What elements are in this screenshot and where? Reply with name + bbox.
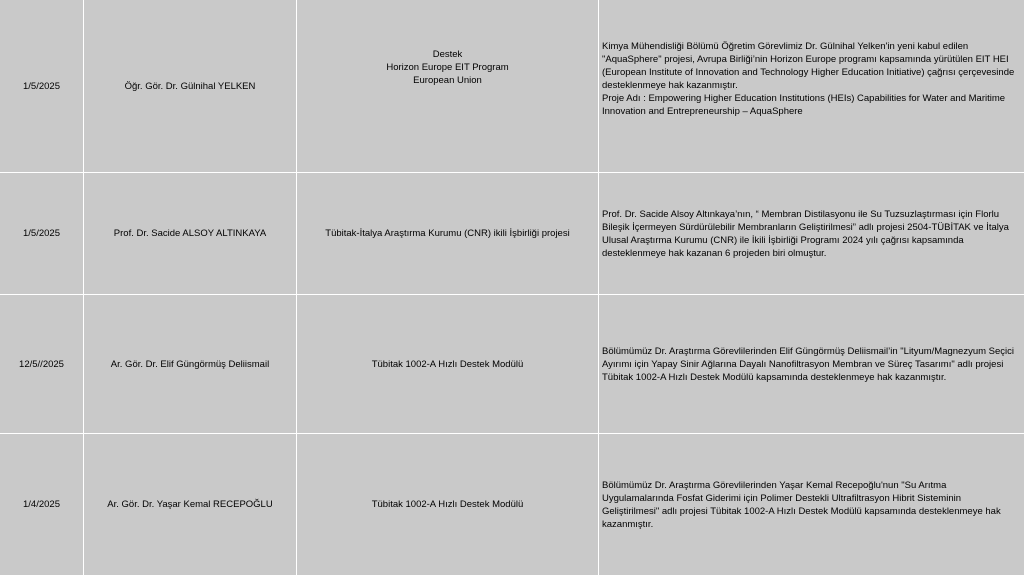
table-cell-support — [297, 0, 599, 173]
table-cell-description — [599, 173, 1024, 295]
support-line: European Union — [413, 75, 482, 86]
table-cell-support — [297, 434, 599, 576]
table-cell-support — [297, 173, 599, 295]
table-cell-person — [84, 434, 297, 576]
table-cell-date — [0, 0, 84, 173]
support-line: Destek — [432, 49, 463, 60]
description-text: Kimya Mühendisliği Bölümü Öğretim Görevlimiz Dr. Gülnihal Yelken'in yeni kabul edilen "AquaSphere" projesi, Avrupa Birliği’nin Horizon Europe programı kapsamında yürütülen EIT HEI (European Institute of Innovation and Technology Higher Education Initiative) çağrısı çerçevesinde desteklenmeye hak kazanmıştır. — [602, 41, 1015, 91]
date-text: 1/5/2025 — [23, 80, 60, 92]
table-cell-person — [84, 295, 297, 434]
support-line: Tübitak 1002-A Hızlı Destek Modülü — [371, 358, 524, 370]
table-cell-date — [0, 173, 84, 295]
table-cell-person — [84, 173, 297, 295]
date-text: 12/5//2025 — [19, 358, 64, 370]
date-text: 1/4/2025 — [23, 499, 60, 510]
project-name-text: Proje Adı : Empowering Higher Education Institutions (HEIs) Capabilities for Water and Maritime Innovation and Entrepreneurship – AquaSphere — [602, 93, 1006, 117]
person-text: Ar. Gör. Dr. Elif Güngörmüş Deliismail — [110, 358, 270, 370]
description-text: Prof. Dr. Sacide Alsoy Altınkaya’nın, “ Membran Distilasyonu ile Su Tuzsuzlaştırması için Florlu Bileşik İçermeyen Sürdürülebilir Membranların Geliştirilmesi” adlı projesi 2504-TÜBİTAK ve İtalya Ulusal Araştırma Kurumu (CNR) ile İkili İşbirliği Programı 2024 yılı çağrısı kapsamında desteklenmeye hak kazanan 6 projeden biri olmuştur. — [602, 208, 1009, 259]
table-cell-support — [297, 295, 599, 434]
table-cell-date — [0, 434, 84, 576]
description-text: Bölümümüz Dr. Araştırma Görevlilerinden Elif Güngörmüş Deliismail’in "Lityum/Magnezyum Seçici Ayırımı için Yapay Sinir Ağlarına Dayalı Nanofiltrasyon Membran ve Süreç Tasarımı" adlı projesi Tübitak 1002-A Hızlı Destek Modülü kapsamında desteklenmeye hak kazanmıştır. — [602, 345, 1015, 383]
table-cell-description — [599, 434, 1024, 576]
date-text: 1/5/2025 — [23, 228, 60, 239]
table-cell-person — [84, 0, 297, 173]
person-text: Prof. Dr. Sacide ALSOY ALTINKAYA — [113, 228, 267, 239]
description-text: Bölümümüz Dr. Araştırma Görevlilerinden Yaşar Kemal Recepoğlu'nun "Su Arıtma Uygulamalarında Fosfat Giderimi için Polimer Destekli Ultrafiltrasyon Hibrit Sisteminin Geliştirilmesi" adlı projesi Tübitak 1002-A Hızlı Destek Modülü kapsamında desteklenmeye hak kazanmıştır. — [602, 479, 1001, 530]
support-line: Tübitak 1002-A Hızlı Destek Modülü — [371, 499, 524, 510]
person-text: Öğr. Gör. Dr. Gülnihal YELKEN — [124, 80, 256, 92]
table-cell-date — [0, 295, 84, 434]
table-cell-description — [599, 295, 1024, 434]
support-line: Horizon Europe EIT Program — [386, 62, 509, 73]
support-line: Tübitak-İtalya Araştırma Kurumu (CNR) ikili İşbirliği projesi — [325, 228, 570, 239]
person-text: Ar. Gör. Dr. Yaşar Kemal RECEPOĞLU — [107, 499, 273, 510]
table-cell-description — [599, 0, 1024, 173]
